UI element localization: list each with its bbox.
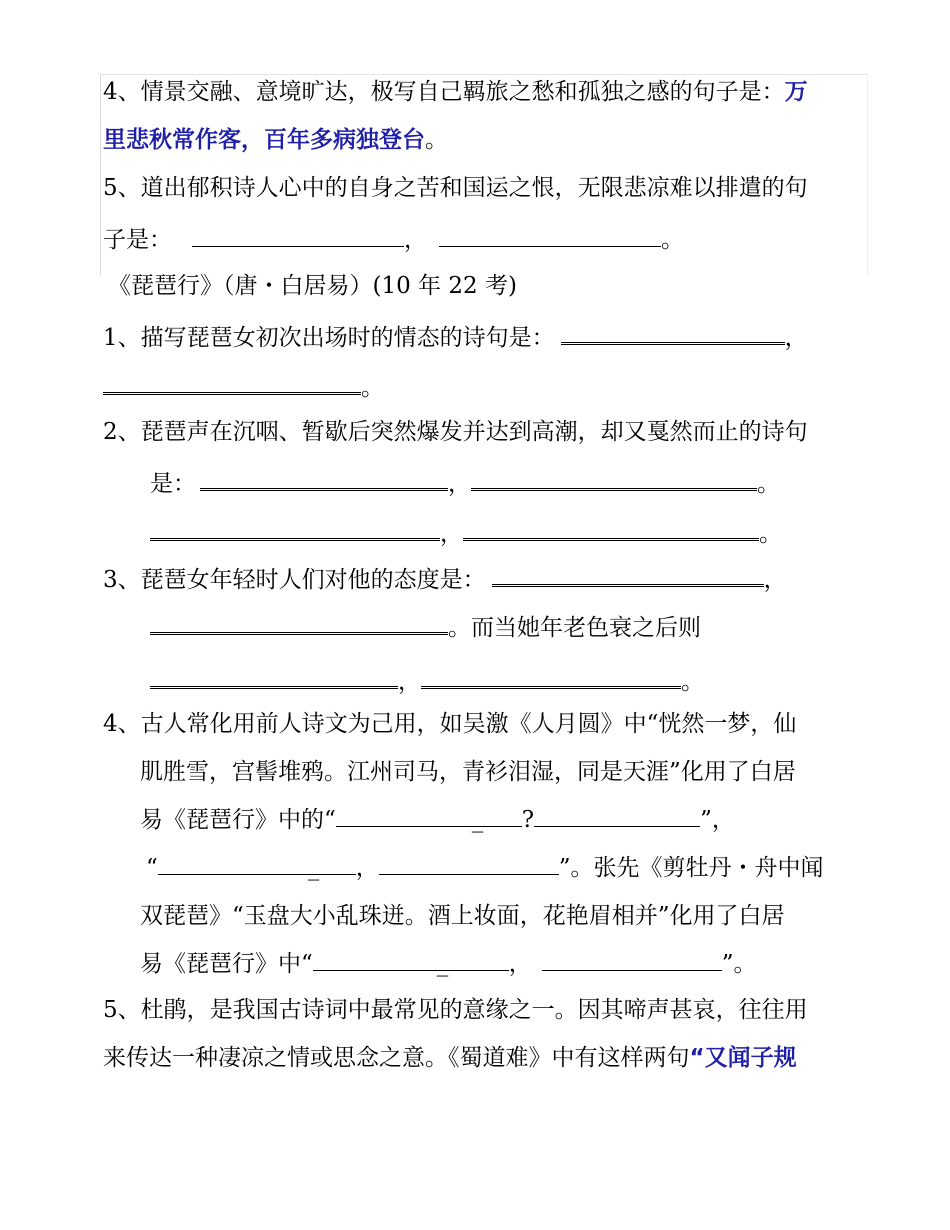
pipa-q5-answer: “又闻子规 [689,1045,797,1071]
answer-blank[interactable] [150,610,448,635]
answer-blank[interactable] [421,664,681,689]
answer-blank[interactable] [463,516,759,541]
box-q4-question: 4、情景交融、意境旷达，极写自己羁旅之愁和孤独之感的句子是： [103,79,785,105]
answer-blank[interactable] [561,320,785,345]
pipa-q2-line1: 2、琵琶声在沉咽、暂歇后突然爆发并达到高潮，却又戛然而止的诗句 [103,419,808,445]
answer-blank[interactable] [150,516,440,541]
box-q4-answer-part2: 里悲秋常作客，百年多病独登台 [103,127,425,153]
answer-blank[interactable] [492,562,764,587]
box-q5-line2: 子是： ， 。 [103,224,684,256]
pipa-q4-line3: 易《琵琶行》中的“ _ ? ”， [140,804,735,836]
box-q4-line1 [103,76,808,108]
section-title: 《琵琶行》（唐・白居易）(10 年 22 考) [108,273,517,299]
box-q4-line2: 里悲秋常作客，百年多病独登台。 [103,127,448,153]
answer-blank[interactable] [379,852,559,875]
pipa-q5-line1: 5、杜鹃，是我国古诗词中最常见的意缘之一。因其啼声甚哀，往往用 [103,997,808,1023]
answer-blank[interactable] [200,466,448,491]
answer-blank[interactable] [542,948,722,971]
answer-blank[interactable] [439,224,661,247]
pipa-q4-line6: 易《琵琶行》中“ _ ， ”。 [140,948,757,980]
answer-blank[interactable]: _ [336,804,522,827]
pipa-q5-line2: 来传达一种凄凉之情或思念之意。《蜀道难》中有这样两句“又闻子规 [103,1045,797,1071]
answer-blank[interactable] [150,664,398,689]
pipa-q1-line1: 1、描写琵琶女初次出场时的情态的诗句是： ， [103,320,808,354]
pipa-q3-line1: 3、琵琶女年轻时人们对他的态度是： ， [103,562,787,596]
pipa-q1-line2: 。 [103,370,384,404]
pipa-q3-line3: ， 。 [150,664,704,698]
answer-blank[interactable]: _ [313,948,509,971]
pipa-q4-line4: “ _ ， ”。张先《剪牡丹・舟中闻 [146,852,824,884]
answer-blank[interactable] [471,466,757,491]
answer-blank[interactable]: _ [158,852,356,875]
pipa-q2-line3: ， 。 [150,516,782,550]
box-q4-answer-part1: 万 [784,79,808,105]
pipa-q4-line1: 4、古人常化用前人诗文为己用，如吴激《人月圆》中“恍然一梦，仙 [103,711,797,737]
pipa-q2-line2: 是： ， 。 [150,466,780,500]
pipa-q4-line5: 双琵琶》“玉盘大小乱珠迸。酒上妆面，花艳眉相并”化用了白居 [140,903,785,929]
box-q5-line1 [103,172,808,204]
answer-blank[interactable] [534,804,700,827]
box-q5-question: 5、道出郁积诗人心中的自身之苦和国运之恨，无限悲凉难以排遣的句 [103,175,808,201]
pipa-q4-line2: 肌胜雪，宫髻堆鸦。江州司马，青衫泪湿，同是天涯”化用了白居 [140,759,796,785]
pipa-q3-line2: 。而当她年老色衰之后则 [150,610,701,644]
answer-blank[interactable] [103,370,361,395]
answer-blank[interactable] [192,224,404,247]
